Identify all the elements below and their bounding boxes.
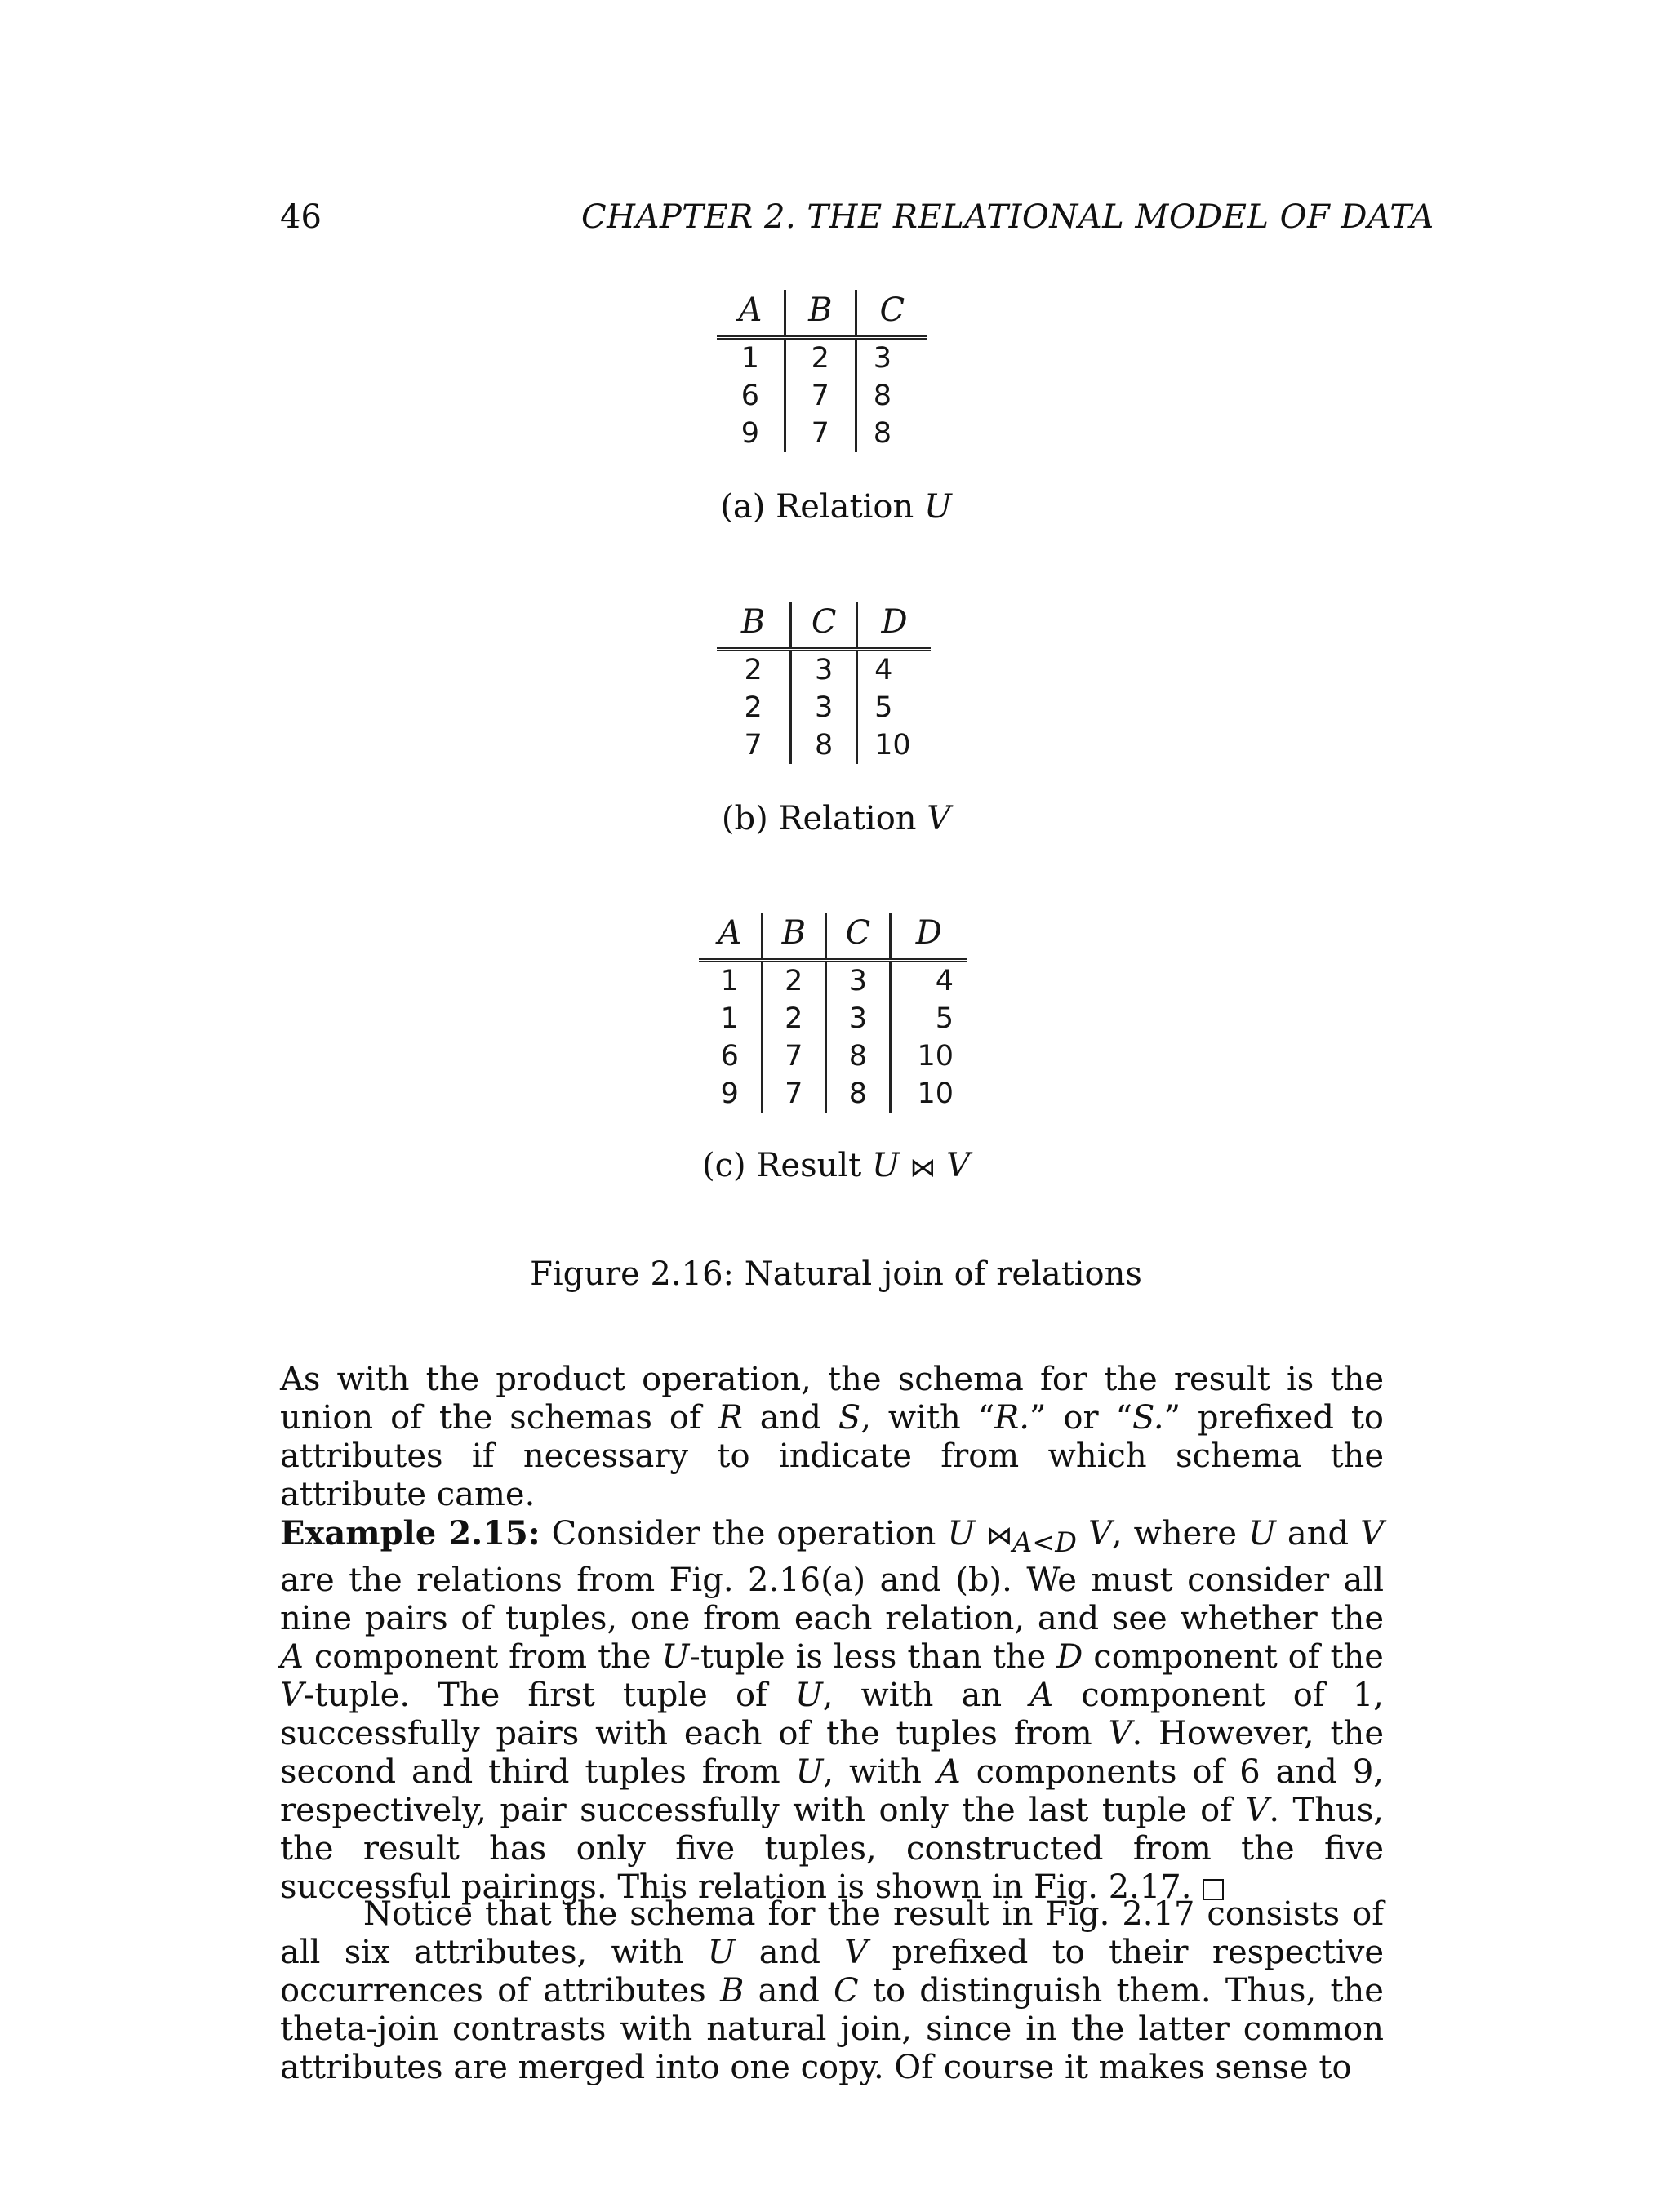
- table-header-row: [717, 602, 931, 650]
- text-run: are the relations from Fig. 2.16(a) and (b). We must consider all nine pairs of tuples, one from each relation, and see whether the: [280, 1561, 1384, 1637]
- column-header: D: [857, 602, 931, 650]
- caption-c-v: V: [946, 1147, 971, 1184]
- math-var: C: [834, 1972, 859, 2010]
- table-cell: 5: [890, 1000, 967, 1037]
- text-run: and: [1275, 1515, 1361, 1552]
- column-header: C: [856, 290, 927, 338]
- text-run: components of 6 and 9, respectively, pair successfully with only the last tuple of: [280, 1753, 1384, 1829]
- math-var: U: [661, 1638, 690, 1676]
- table-cell: 10: [890, 1037, 967, 1075]
- math-var: S.: [1132, 1399, 1164, 1437]
- table-cell: 2: [785, 338, 856, 378]
- math-var: D: [1056, 1638, 1083, 1676]
- text-run: , with an: [822, 1677, 1030, 1714]
- text-run: , where: [1111, 1515, 1249, 1552]
- table-row: [699, 1075, 967, 1113]
- math-var: V: [844, 1934, 869, 1971]
- math-var: U: [794, 1677, 823, 1714]
- math-var: V: [1245, 1792, 1270, 1829]
- example-label: Example 2.15:: [280, 1514, 540, 1552]
- text-run: Consider the operation: [540, 1515, 948, 1552]
- paragraph-3: [280, 1895, 1384, 2087]
- caption-c-u: U: [871, 1147, 900, 1184]
- text-run: As with the product operation, the schema for the result is the union of the schemas of: [280, 1361, 1384, 1437]
- table-cell: 7: [785, 415, 856, 452]
- math-var: R.: [994, 1399, 1030, 1437]
- page-header: [0, 198, 1672, 247]
- math-var: A: [936, 1753, 961, 1791]
- caption-a: [0, 488, 1672, 526]
- join-symbol: ⋈: [986, 1520, 1013, 1551]
- text-run: . However, the second and third tuples from: [280, 1715, 1384, 1791]
- math-var: U: [707, 1934, 736, 1971]
- math-var: V: [1087, 1515, 1112, 1552]
- relation-u-table: [717, 290, 927, 452]
- table-cell: 4: [857, 650, 931, 690]
- table-cell: 7: [785, 377, 856, 415]
- table-cell: 9: [720, 1077, 739, 1110]
- table-cell: 8: [826, 1037, 891, 1075]
- caption-c-text: (c) Result: [701, 1147, 872, 1184]
- table-cell: 10: [857, 726, 931, 764]
- caption-b: [0, 800, 1672, 837]
- text-run: prefixed to their respective occurrences of attributes: [280, 1934, 1384, 2010]
- math-var: V: [1360, 1515, 1384, 1552]
- text-run: component of 1, successfully pairs with each of the tuples from: [280, 1677, 1384, 1752]
- column-header: A: [717, 290, 785, 338]
- table-cell: 1: [720, 965, 739, 997]
- table-cell: 8: [791, 726, 857, 764]
- table-cell: 3: [826, 1000, 891, 1037]
- table-cell: 3: [856, 338, 927, 378]
- text-run: -tuple. The first tuple of: [303, 1677, 795, 1714]
- table-cell: 8: [856, 415, 927, 452]
- math-var: V: [1108, 1715, 1132, 1752]
- text-run: , with “: [860, 1399, 995, 1437]
- figure-caption: Figure 2.16: Natural join of relations: [530, 1255, 1142, 1293]
- text-run: ” or “: [1029, 1399, 1132, 1437]
- table-row: [717, 689, 931, 726]
- table-cell: 7: [744, 729, 763, 762]
- caption-c: [0, 1147, 1672, 1184]
- table-header-row: [699, 913, 967, 961]
- math-var: S: [838, 1399, 861, 1437]
- join-symbol: ⋈: [909, 1152, 936, 1183]
- caption-a-var: U: [923, 488, 952, 526]
- caption-b-var: V: [927, 800, 951, 837]
- table-cell: 1: [720, 1002, 739, 1035]
- result-table: [699, 913, 967, 1113]
- table-cell: 4: [890, 961, 967, 1001]
- page-number: 46: [280, 198, 322, 236]
- column-header: C: [826, 913, 891, 961]
- text-run: -tuple is less than the: [689, 1638, 1057, 1676]
- table-row: [699, 1000, 967, 1037]
- table-cell: 2: [744, 654, 763, 686]
- column-header: B: [762, 913, 826, 961]
- math-var: V: [280, 1677, 304, 1714]
- table-cell: 7: [762, 1037, 826, 1075]
- table-cell: 2: [762, 961, 826, 1001]
- math-var: A: [1029, 1677, 1054, 1714]
- math-var: U: [1248, 1515, 1276, 1552]
- table-header-row: [717, 290, 927, 338]
- text-run: and: [735, 1934, 845, 1971]
- math-var: R: [718, 1399, 743, 1437]
- math-var: A: [280, 1638, 304, 1676]
- table-cell: 1: [740, 342, 760, 375]
- table-cell: 2: [744, 691, 763, 724]
- math-var: U: [795, 1753, 824, 1791]
- text-run: and: [744, 1972, 834, 2010]
- relation-v-table: [717, 602, 931, 764]
- text-run: to distinguish them. Thus, the theta-join contrasts with natural join, since in the latter common attributes are merged into one copy. Of course it makes sense to: [280, 1972, 1384, 2086]
- table-row: [717, 650, 931, 690]
- column-header: A: [699, 913, 762, 961]
- math-var: B: [720, 1972, 745, 2010]
- caption-a-text: (a) Relation: [720, 488, 924, 526]
- join-condition: A<D: [1012, 1526, 1077, 1558]
- table-row: [717, 377, 927, 415]
- table-cell: 7: [762, 1075, 826, 1113]
- table-cell: 8: [856, 377, 927, 415]
- table-cell: 3: [791, 689, 857, 726]
- table-cell: 2: [762, 1000, 826, 1037]
- column-header: B: [785, 290, 856, 338]
- table-cell: 6: [720, 1040, 739, 1073]
- table-cell: 3: [826, 961, 891, 1001]
- column-header: B: [717, 602, 791, 650]
- table-row: [717, 726, 931, 764]
- example-2-15: [280, 1514, 1384, 1907]
- table-cell: 3: [791, 650, 857, 690]
- paragraph-1: [280, 1361, 1384, 1514]
- math-var: U: [947, 1515, 976, 1552]
- table-cell: 5: [857, 689, 931, 726]
- table-row: [717, 415, 927, 452]
- table-row: [699, 961, 967, 1001]
- table-cell: 9: [740, 417, 760, 450]
- text-run: , with: [823, 1753, 937, 1791]
- text-run: . Thus, the result has only five tuples, constructed from the five successful pairings. This relation is shown in Fig. 2.17.: [280, 1792, 1384, 1906]
- text-run: ” prefixed to attributes if necessary to indicate from which schema the attribute came.: [280, 1399, 1385, 1513]
- text-run: and: [742, 1399, 838, 1437]
- column-header: C: [791, 602, 857, 650]
- table-cell: 8: [826, 1075, 891, 1113]
- text-run: Notice that the schema for the result in Fig. 2.17 consists of all six attributes, with: [280, 1895, 1384, 1971]
- text-run: component from the: [303, 1638, 662, 1676]
- running-head: CHAPTER 2. THE RELATIONAL MODEL OF DATA: [581, 198, 1434, 236]
- table-row: [717, 338, 927, 378]
- table-row: [699, 1037, 967, 1075]
- table-cell: 10: [890, 1075, 967, 1113]
- caption-b-text: (b) Relation: [721, 800, 927, 837]
- text-run: component of the: [1083, 1638, 1384, 1676]
- table-cell: 6: [740, 380, 760, 412]
- column-header: D: [890, 913, 967, 961]
